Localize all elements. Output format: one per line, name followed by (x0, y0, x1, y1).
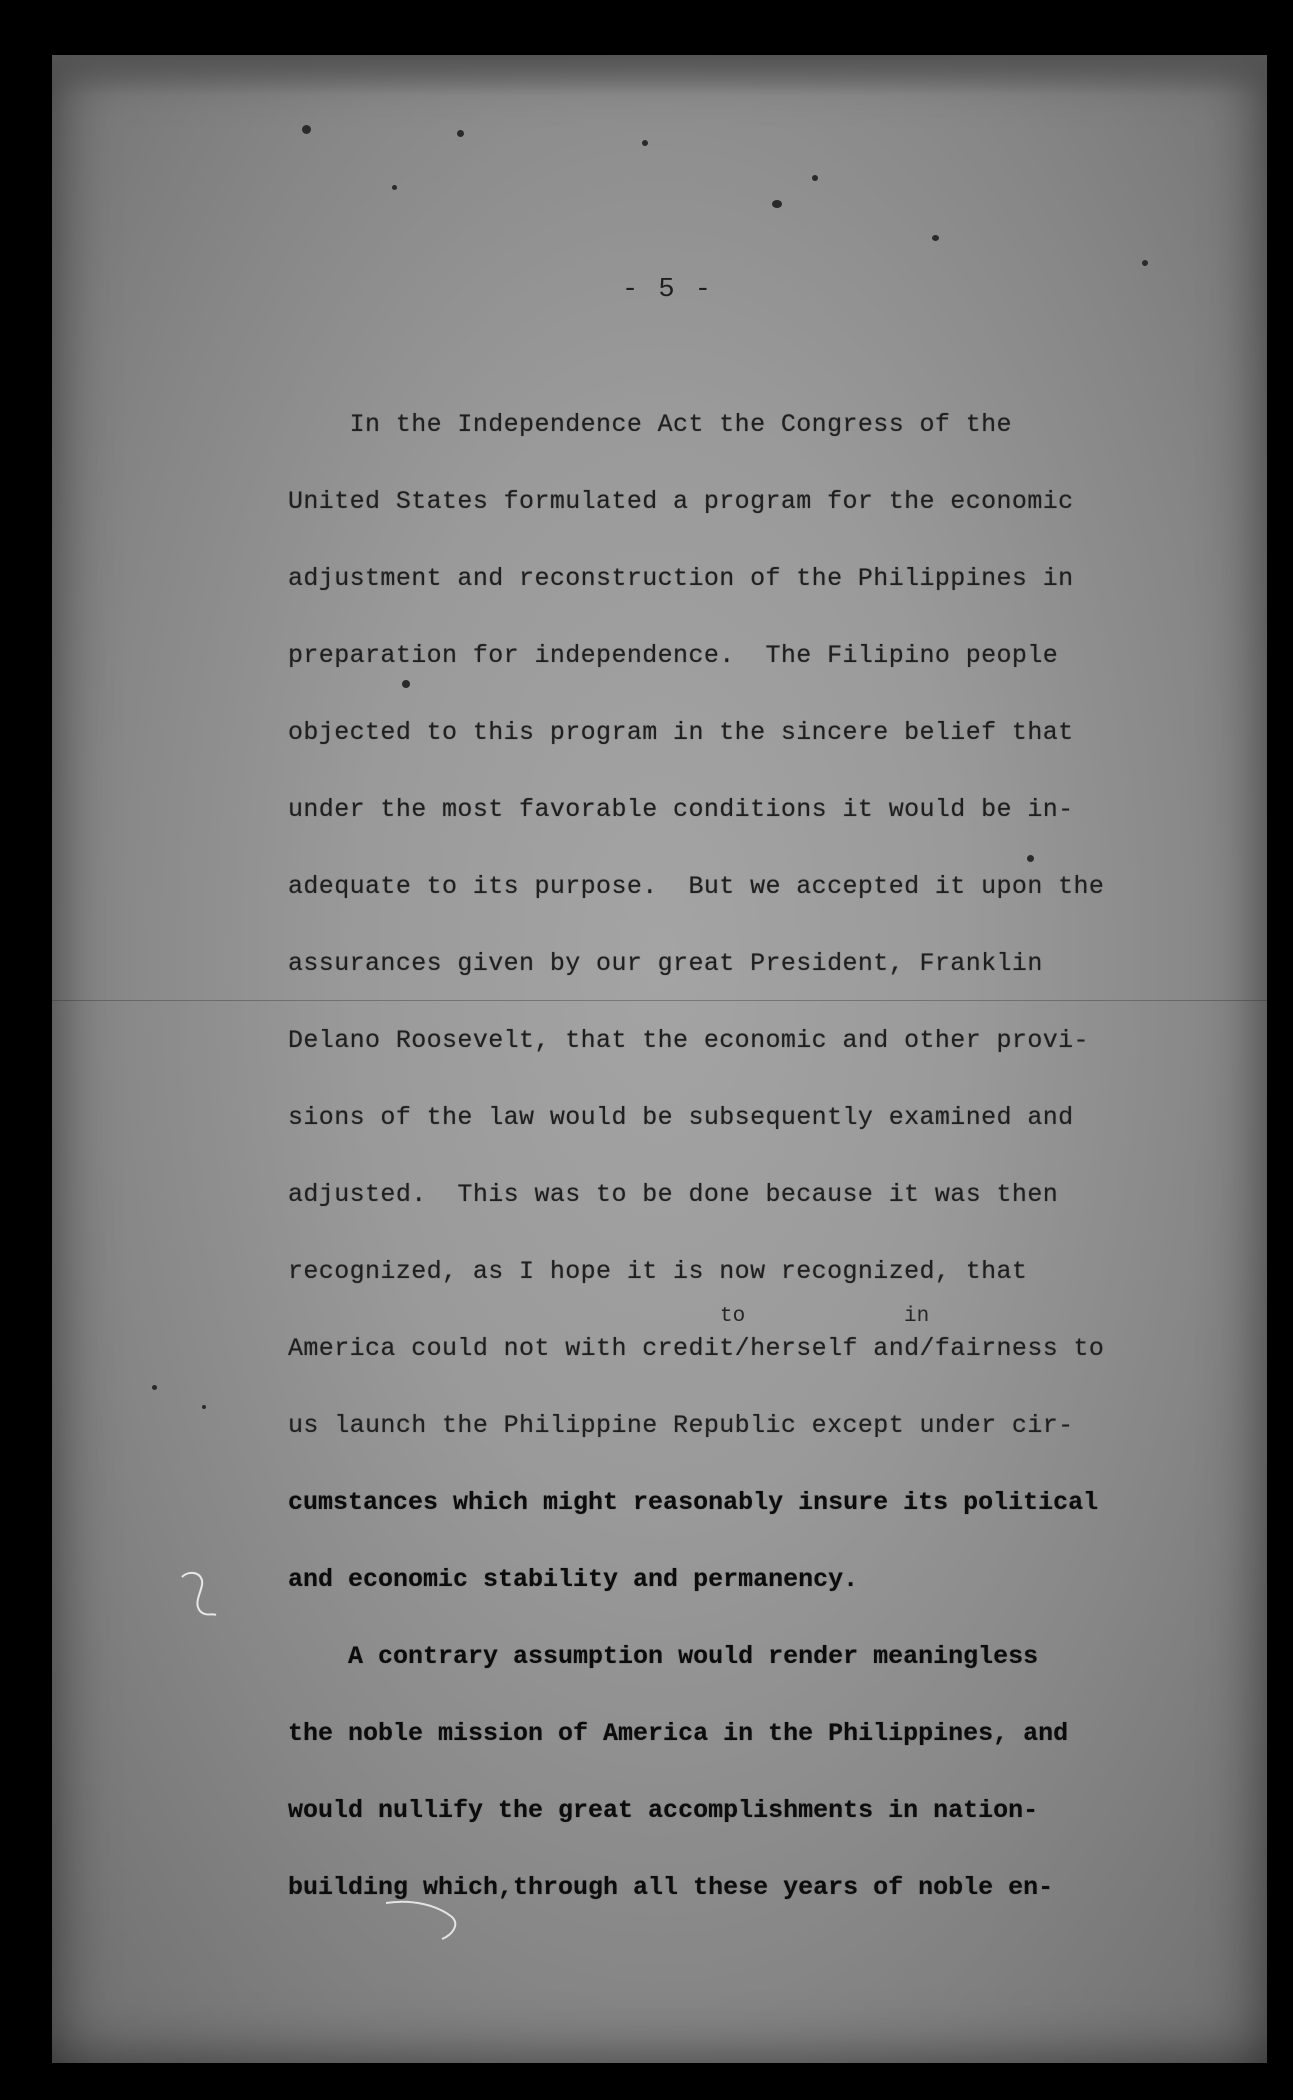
text-line: would nullify the great accomplishments in nation- (288, 1796, 1039, 1825)
text-line: adjusted. This was to be done because it was then (288, 1180, 1059, 1209)
page-top-edge (52, 55, 1267, 95)
stain-spot (457, 130, 464, 137)
stain-spot (402, 680, 410, 688)
text-line: America could not with credit/herself and/fairness to (288, 1334, 1105, 1363)
stain-spot (302, 125, 311, 134)
pencil-margin-mark (172, 1565, 232, 1625)
stain-spot (202, 1405, 206, 1409)
typewritten-page (52, 55, 1267, 2063)
text-line: assurances given by our great President, Franklin (288, 949, 1043, 978)
handwritten-insertion-in: in (904, 1305, 930, 1328)
stain-spot (152, 1385, 157, 1390)
stain-spot (1142, 260, 1148, 266)
text-line: objected to this program in the sincere belief that (288, 718, 1074, 747)
text-line: adjustment and reconstruction of the Philippines in (288, 564, 1074, 593)
stain-spot (642, 140, 648, 146)
text-line: recognized, as I hope it is now recognized, that (288, 1257, 1028, 1286)
text-line: under the most favorable conditions it would be in- (288, 795, 1074, 824)
fold-line (52, 1000, 1267, 1001)
pencil-underline-mark (382, 1895, 482, 1955)
text-line: adequate to its purpose. But we accepted it upon the (288, 872, 1105, 901)
stain-spot (932, 235, 939, 241)
text-line: In the Independence Act the Congress of the (288, 410, 1012, 439)
text-line: United States formulated a program for the economic (288, 487, 1074, 516)
text-line: sions of the law would be subsequently examined and (288, 1103, 1074, 1132)
page-number: - 5 - (622, 275, 714, 305)
text-line: Delano Roosevelt, that the economic and other provi- (288, 1026, 1089, 1055)
text-line: and economic stability and permanency. (288, 1565, 859, 1594)
text-line: building which,through all these years of noble en- (288, 1873, 1054, 1902)
stain-spot (772, 200, 782, 208)
text-line: us launch the Philippine Republic except under cir- (288, 1411, 1074, 1440)
stain-spot (812, 175, 818, 181)
text-line: cumstances which might reasonably insure its political (288, 1488, 1099, 1517)
handwritten-insertion-to: to (720, 1305, 746, 1328)
stain-spot (1027, 855, 1034, 862)
text-line: the noble mission of America in the Philippines, and (288, 1719, 1069, 1748)
text-line: preparation for independence. The Filipino people (288, 641, 1059, 670)
stain-spot (392, 185, 397, 190)
text-line: A contrary assumption would render meaningless (288, 1642, 1039, 1671)
